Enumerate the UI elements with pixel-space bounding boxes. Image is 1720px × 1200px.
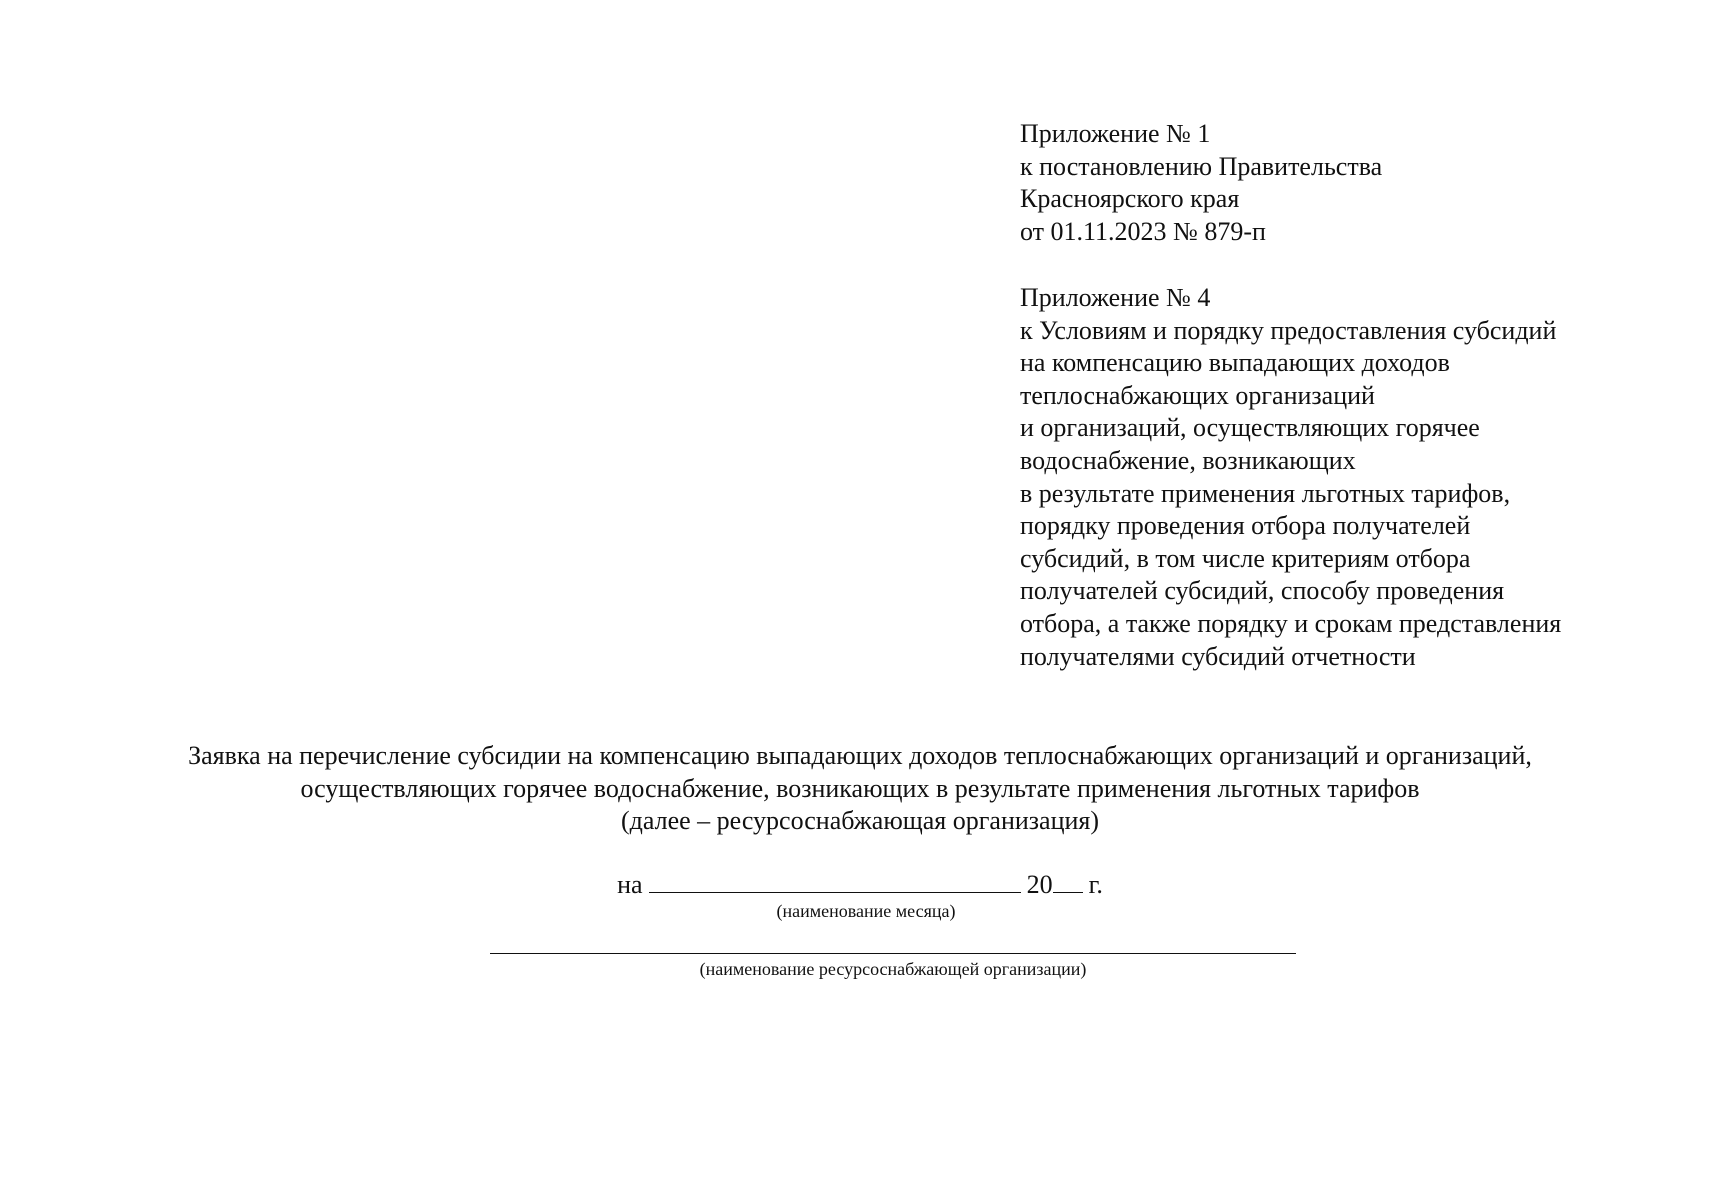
org-caption: (наименование ресурсоснабжающей организации) [699, 959, 1087, 979]
appendix-4-line: отбора, а также порядку и срокам представления [1020, 608, 1562, 638]
month-prefix: на [617, 870, 643, 899]
org-name-blank-field[interactable] [490, 953, 1296, 954]
appendix-4-line: в результате применения льготных тарифов, [1020, 478, 1511, 508]
year-suffix: г. [1088, 870, 1103, 899]
appendix-4-line: водоснабжение, возникающих [1020, 445, 1356, 475]
appendix-1-block [1020, 118, 1700, 248]
appendix-1-line: Красноярского края [1020, 184, 1240, 214]
appendix-4-line: на компенсацию выпадающих доходов [1020, 348, 1450, 378]
appendix-1-line: от 01.11.2023 № 879-п [1020, 216, 1266, 246]
appendix-4-line: субсидий, в том числе критериям отбора [1020, 543, 1471, 573]
title-line: осуществляющих горячее водоснабжение, возникающих в результате применения льготных тарифов [300, 773, 1420, 803]
month-row [0, 868, 1720, 901]
month-caption: (наименование месяца) [776, 901, 956, 921]
appendix-1-line: к постановлению Правительства [1020, 151, 1383, 181]
document-title [0, 740, 1720, 838]
year-prefix: 20 [1026, 870, 1053, 899]
appendix-4-line: порядку проведения отбора получателей [1020, 511, 1471, 541]
year-blank-field[interactable] [1053, 868, 1083, 893]
title-line: (далее – ресурсоснабжающая организация) [620, 806, 1100, 836]
appendix-4-line: к Условиям и порядку предоставления субсидий [1020, 315, 1557, 345]
appendix-4-line: получателями субсидий отчетности [1020, 641, 1416, 671]
appendix-4-block [1020, 282, 1700, 673]
appendix-1-line: Приложение № 1 [1020, 119, 1211, 148]
title-line: Заявка на перечисление субсидии на компенсацию выпадающих доходов теплоснабжающих организаций и организаций, [188, 741, 1532, 770]
appendix-4-line: теплоснабжающих организаций [1020, 380, 1375, 410]
appendix-4-line: Приложение № 4 [1020, 283, 1211, 312]
appendix-4-line: и организаций, осуществляющих горячее [1020, 413, 1480, 443]
month-blank-field[interactable] [649, 868, 1021, 893]
appendix-4-line: получателей субсидий, способу проведения [1020, 576, 1505, 606]
